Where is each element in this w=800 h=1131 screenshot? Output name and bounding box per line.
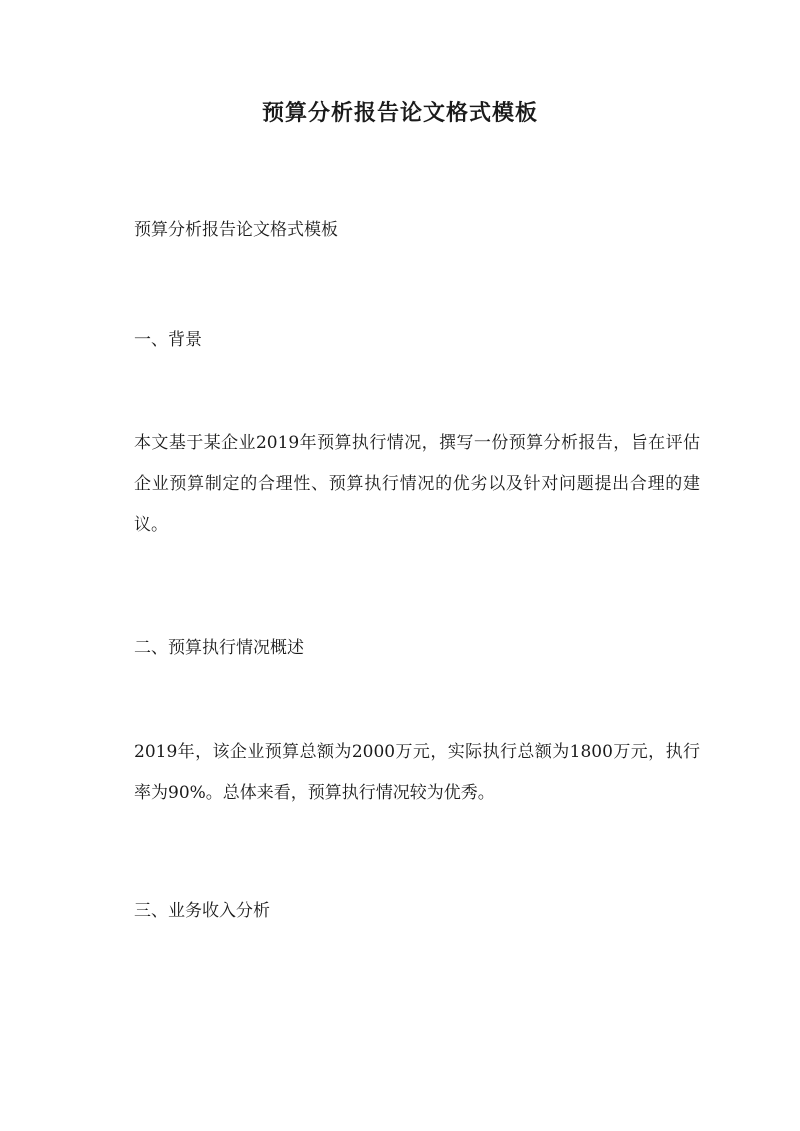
section-body-background: 本文基于某企业2019年预算执行情况，撰写一份预算分析报告，旨在评估企业预算制定的合理性、预算执行情况的优劣以及针对问题提出合理的建议。 bbox=[134, 433, 700, 535]
section-heading-background: 一、背景 bbox=[134, 330, 202, 350]
section-body-execution-overview: 2019年，该企业预算总额为2000万元，实际执行总额为1800万元，执行率为90%。总体来看，预算执行情况较为优秀。 bbox=[134, 742, 700, 803]
section-heading-execution-overview: 二、预算执行情况概述 bbox=[134, 638, 304, 658]
document-title: 预算分析报告论文格式模板 bbox=[261, 100, 538, 126]
section-heading-revenue-analysis: 三、业务收入分析 bbox=[134, 901, 270, 921]
document-subtitle: 预算分析报告论文格式模板 bbox=[134, 220, 338, 240]
